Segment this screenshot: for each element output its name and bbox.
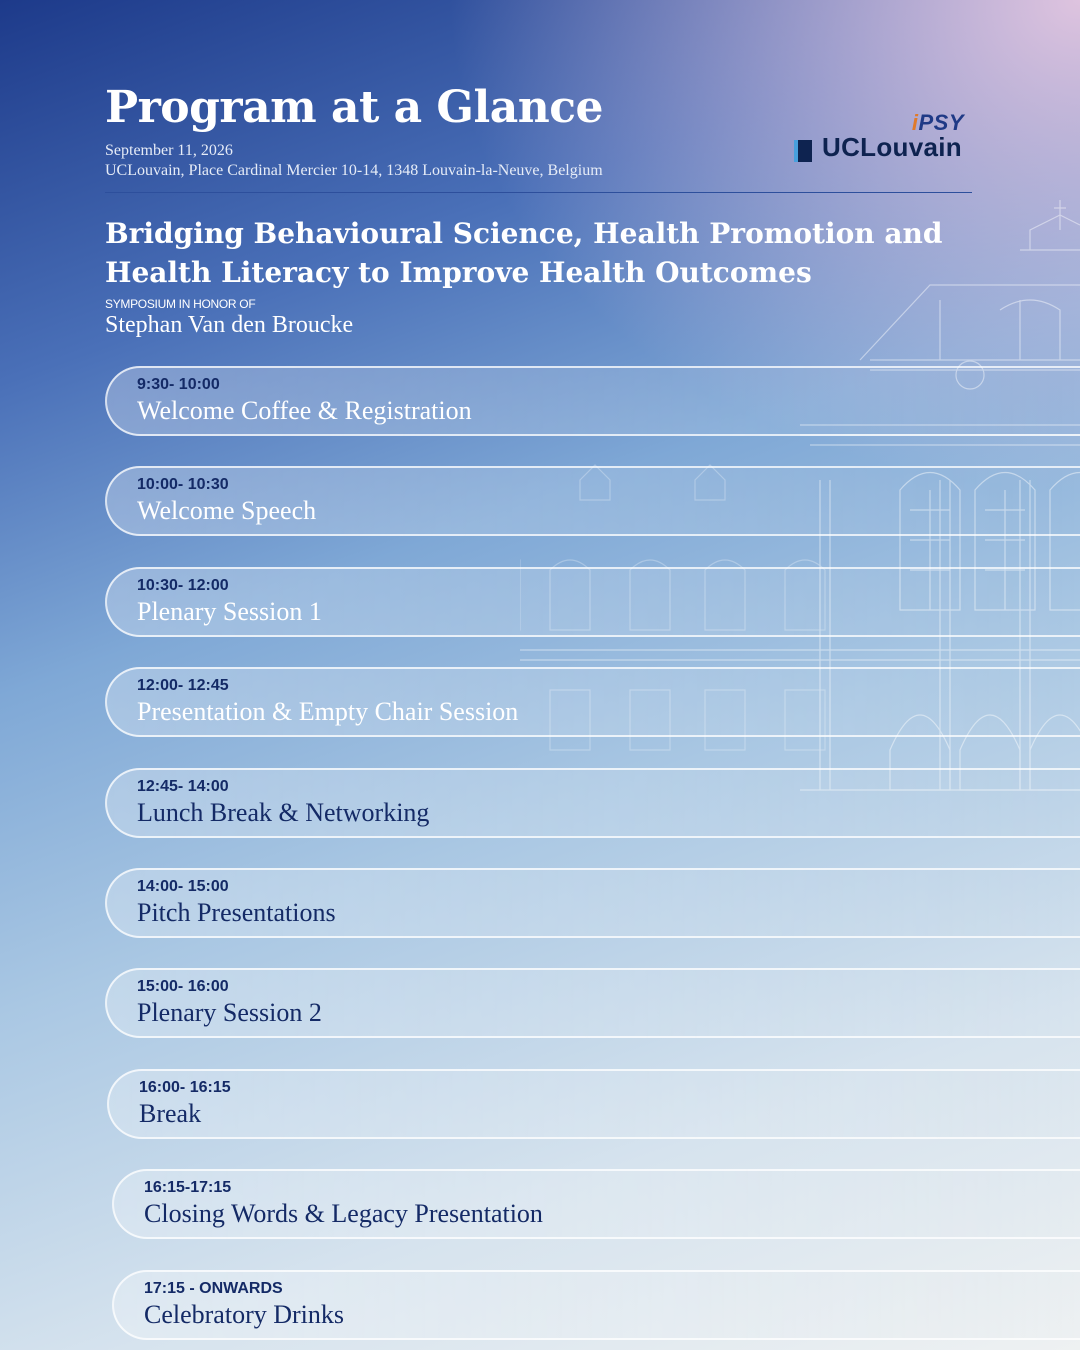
- schedule-item-time: 15:00- 16:00: [137, 978, 229, 996]
- schedule-item: [107, 1069, 1080, 1139]
- event-title: Bridging Behavioural Science, Health Promotion and Health Literacy to Improve Health Outcomes: [105, 217, 943, 289]
- schedule-item-title: Plenary Session 1: [137, 596, 322, 626]
- ipsy-uclouvain-logo: [792, 110, 972, 166]
- schedule-item-title: Welcome Speech: [137, 496, 317, 526]
- schedule-item-title: Lunch Break & Networking: [137, 797, 430, 827]
- schedule-item-title: Pitch Presentations: [137, 898, 336, 927]
- schedule-item: [105, 968, 1080, 1038]
- page-title: Program at a Glance: [105, 82, 604, 133]
- schedule-item-time: 16:00- 16:15: [139, 1078, 231, 1096]
- schedule-item-title: Break: [139, 1098, 202, 1128]
- uclouvain-logo-mark-icon: [794, 140, 812, 162]
- schedule-item: [105, 567, 1080, 637]
- schedule-item: [112, 1169, 1080, 1239]
- honoree-name: Stephan Van den Broucke: [105, 312, 354, 338]
- uclouvain-logo-text: UCLouvain: [822, 132, 962, 162]
- schedule-item-time: 12:00- 12:45: [137, 677, 229, 695]
- schedule-item-time: 12:45- 14:00: [137, 777, 229, 795]
- schedule-item: [105, 667, 1080, 737]
- schedule-item-title: Closing Words & Legacy Presentation: [144, 1199, 543, 1229]
- schedule-item-title: Welcome Coffee & Registration: [137, 396, 472, 425]
- schedule-item-title: Plenary Session 2: [137, 998, 322, 1028]
- schedule-item: [105, 868, 1080, 938]
- schedule-item-time: 10:00- 10:30: [137, 476, 229, 494]
- honor-label: SYMPOSIUM IN HONOR OF: [105, 297, 256, 311]
- event-address: UCLouvain, Place Cardinal Mercier 10-14, 1348 Louvain-la-Neuve, Belgium: [105, 162, 603, 179]
- schedule-item: [105, 366, 1080, 436]
- ipsy-logo-text: iPSY: [911, 110, 964, 135]
- schedule-item-title: Presentation & Empty Chair Session: [137, 697, 519, 727]
- schedule-item-time: 14:00- 15:00: [137, 878, 229, 895]
- schedule-item: [105, 466, 1080, 536]
- schedule-item-time: 16:15-17:15: [144, 1179, 232, 1197]
- schedule-item: [105, 768, 1080, 838]
- schedule-item-title: Celebratory Drinks: [144, 1299, 345, 1329]
- schedule-item-time: 9:30- 10:00: [137, 376, 220, 393]
- schedule-item: [112, 1270, 1080, 1340]
- event-date: September 11, 2026: [105, 142, 233, 159]
- schedule-item-time: 10:30- 12:00: [137, 576, 229, 594]
- schedule-item-time: 17:15 - ONWARDS: [144, 1279, 283, 1297]
